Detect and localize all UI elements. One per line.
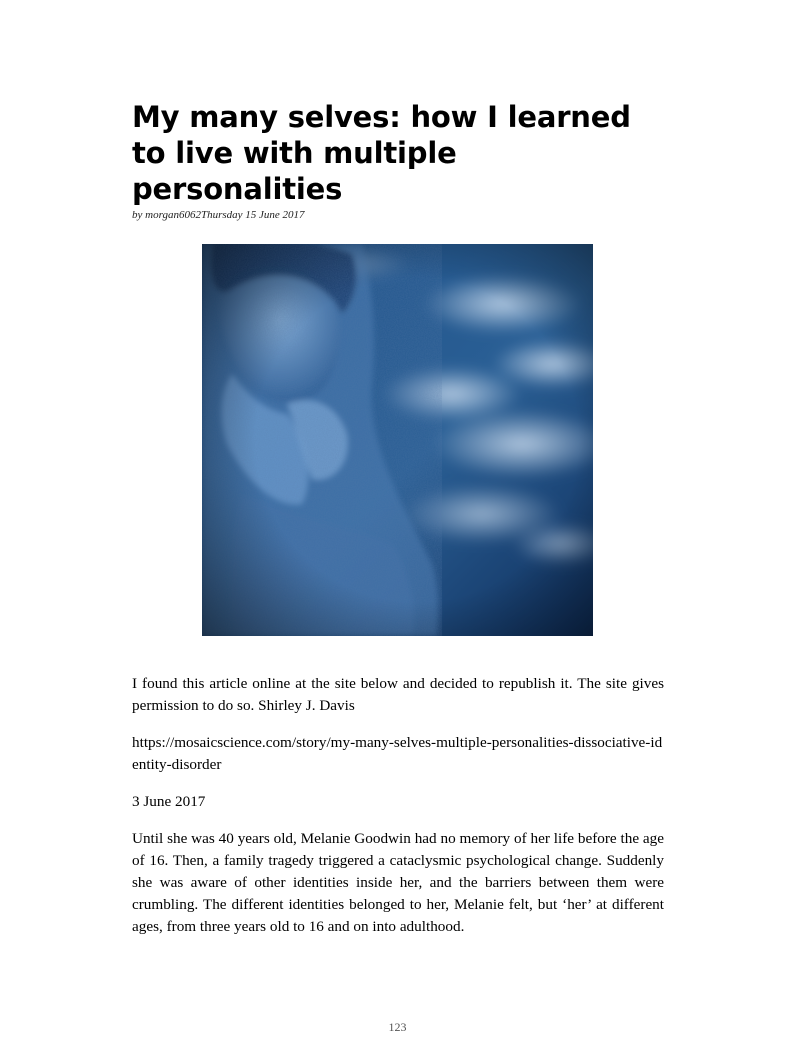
page-number: 123 xyxy=(388,1020,407,1034)
article-illustration xyxy=(202,244,593,636)
article-body xyxy=(132,673,664,953)
source-url[interactable]: https://mosaicscience.com/story/my-many-selves-multiple-personalities-dissociative-identity-disorder xyxy=(132,734,663,773)
article-title: My many selves: how I learned to live with multiple personalities xyxy=(132,100,631,206)
body-paragraph: Until she was 40 years old, Melanie Goodwin had no memory of her life before the age of 16. Then, a family tragedy triggered a cataclysmic psychological change. Suddenly she was aware of other identities inside her, and the barriers between them were crumbling. The different identities belonged to her, Melanie felt, but ‘her’ at different ages, from three years old to 16 and on into adulthood. xyxy=(132,830,664,935)
intro-paragraph: I found this article online at the site below and decided to republish it. The site gives permission to do so. Shirley J. Davis xyxy=(132,675,664,714)
article-byline: by morgan6062Thursday 15 June 2017 xyxy=(132,209,305,221)
article-date: 3 June 2017 xyxy=(132,793,206,810)
